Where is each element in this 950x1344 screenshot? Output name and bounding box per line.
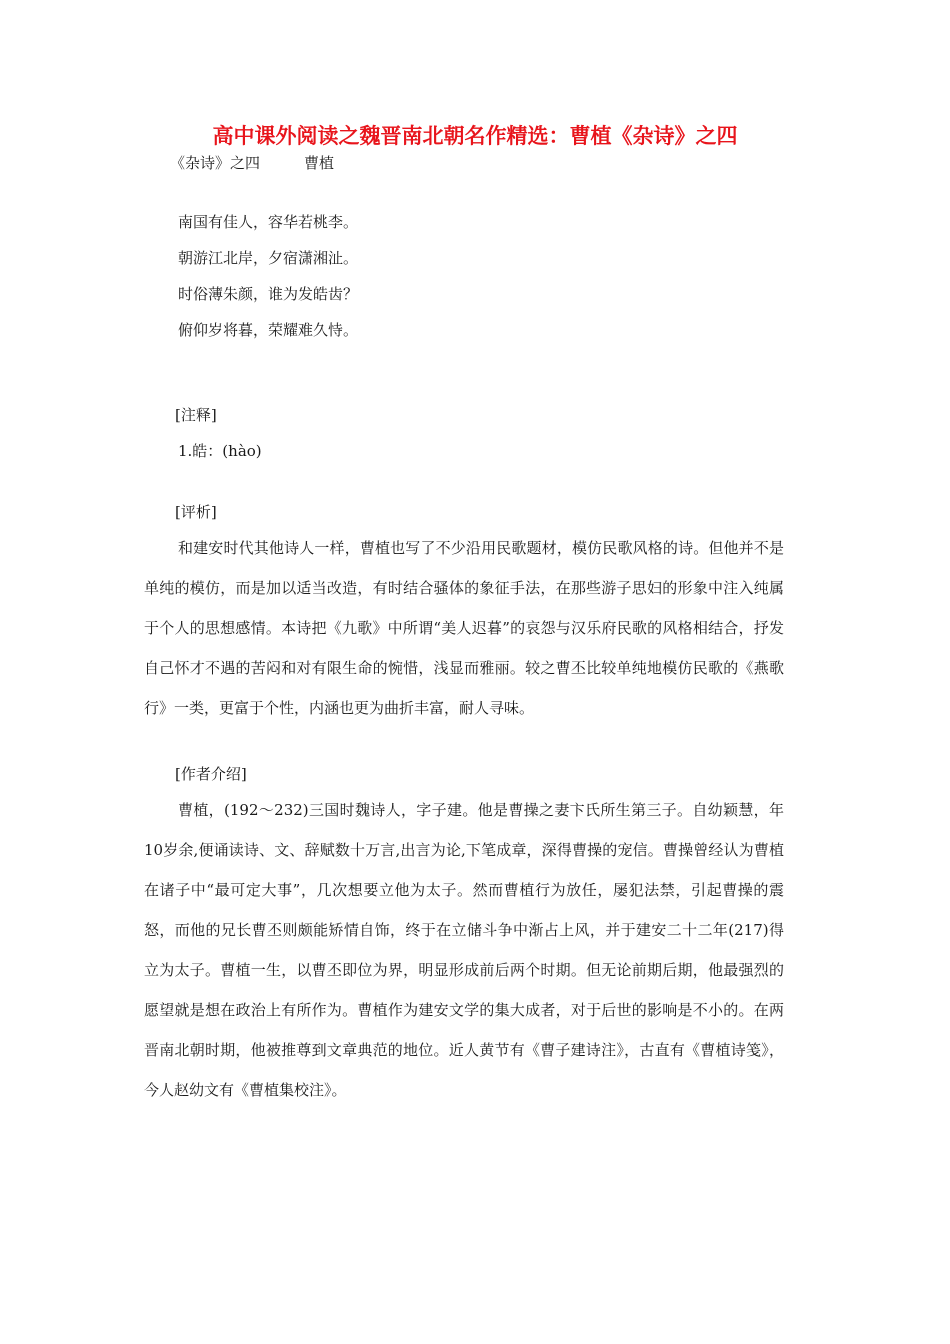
author-intro-paragraph: 曹植，(192～232)三国时魏诗人，字子建。他是曹操之妻卞氏所生第三子。自幼颖慧，年10岁余,便诵读诗、文、辞赋数十万言,出言为论,下笔成章，深得曹操的宠信。曹操曾经认为曹植在诸子中“最可定大事”，几次想要立他为太子。然而曹植行为放任，屡犯法禁，引起曹操的震怒，而他的兄长曹丕则颇能矫情自饰，终于在立储斗争中渐占上风，并于建安二十二年(217)得立为太子。曹植一生，以曹丕即位为界，明显形成前后两个时期。但无论前期后期，他最强烈的愿望就是想在政治上有所作为。曹植作为建安文学的集大成者，对于后世的影响是不小的。在两晋南北朝时期，他被推尊到文章典范的地位。近人黄节有《曹子建诗注》，古直有《曹植诗笺》，今人赵幼文有《曹植集校注》。 <box>144 801 784 1099</box>
commentary-paragraph: 和建安时代其他诗人一样，曹植也写了不少沿用民歌题材，模仿民歌风格的诗。但他并不是单纯的模仿，而是加以适当改造，有时结合骚体的象征手法，在那些游子思妇的形象中注入纯属于个人的思想感情。本诗把《九歌》中所谓“美人迟暮”的哀怨与汉乐府民歌的风格相结合，抒发自己怀才不遇的苦闷和对有限生命的惋惜，浅显而雅丽。较之曹丕比较单纯地模仿民歌的《燕歌行》一类，更富于个性，内涵也更为曲折丰富，耐人寻味。 <box>144 539 784 717</box>
poem-line: 俯仰岁将暮，荣耀难久恃。 <box>178 321 359 339</box>
note-item: 1.皓：(hào) <box>178 442 262 460</box>
poem-line: 南国有佳人，容华若桃李。 <box>178 213 359 231</box>
poem <box>178 210 358 354</box>
poem-line: 朝游江北岸，夕宿潇湘沚。 <box>178 249 359 267</box>
page-title: 高中课外阅读之魏晋南北朝名作精选：曹植《杂诗》之四 <box>212 124 738 148</box>
author-intro-heading: [作者介绍] <box>175 765 247 783</box>
poem-line: 时俗薄朱颜，谁为发皓齿？ <box>178 285 359 303</box>
author-name: 曹植 <box>304 154 335 172</box>
subtitle <box>170 151 334 175</box>
commentary-heading: [评析] <box>175 503 217 521</box>
work-title: 《杂诗》之四 <box>170 154 261 172</box>
notes-heading: [注释] <box>175 406 217 424</box>
